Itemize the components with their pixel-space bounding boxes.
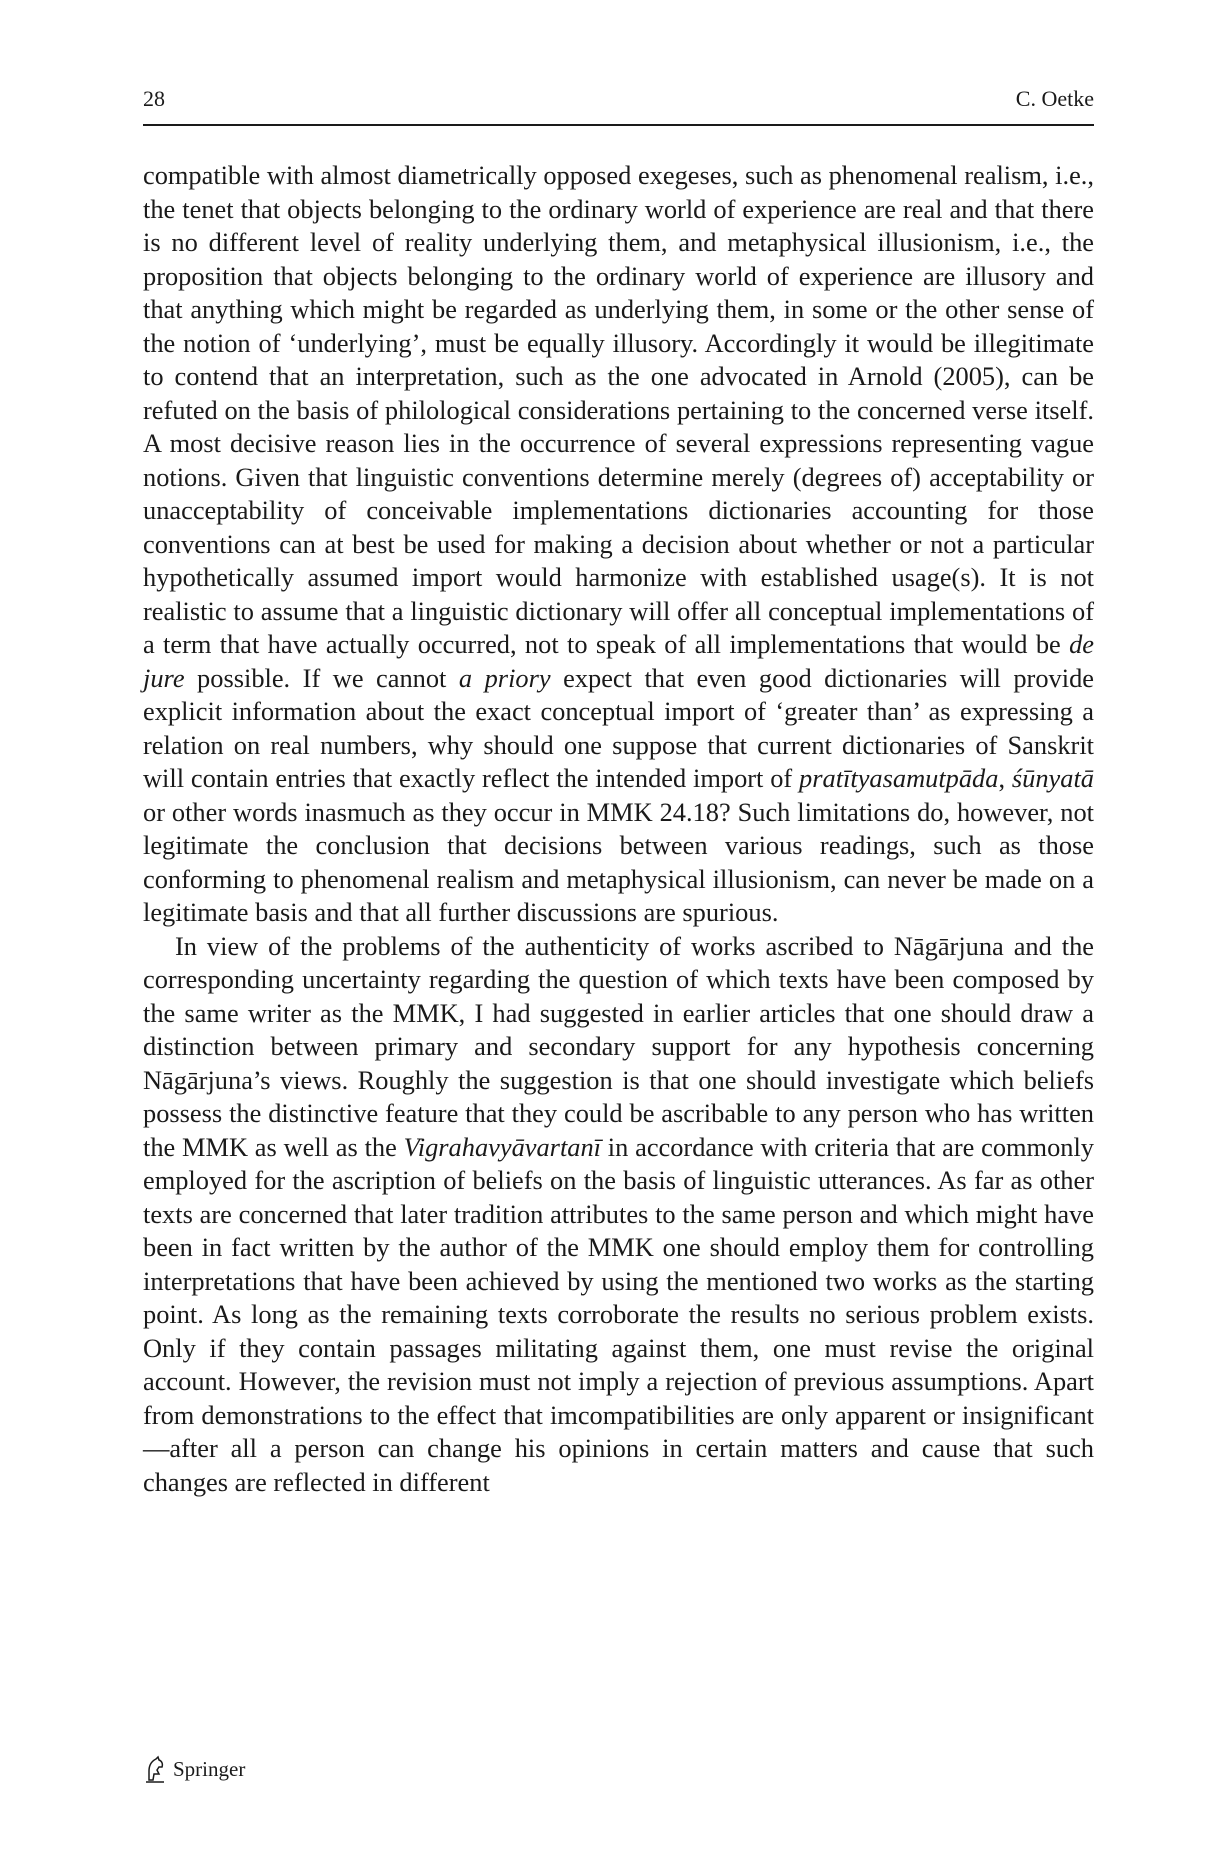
italic-term: śūnyatā xyxy=(1011,763,1094,793)
italic-term: a priory xyxy=(458,662,551,693)
page-footer xyxy=(143,1755,245,1783)
italic-term: Vigrahavyāvartanī xyxy=(403,1131,601,1162)
italic-term: de jure xyxy=(143,629,1094,693)
body-text xyxy=(143,159,1094,1499)
page-number: 28 xyxy=(143,86,165,111)
publisher-name: Springer xyxy=(173,1756,246,1781)
italic-term: pratītyasamutpāda xyxy=(799,763,999,793)
page-header xyxy=(143,86,1094,126)
springer-horse-icon xyxy=(143,1755,167,1783)
running-head: C. Oetke xyxy=(1015,86,1094,111)
paragraph-2: In view of the problems of the authenticity of works ascribed to Nāgārjuna and the corresponding uncertainty regarding the question of which texts have been composed by the same writer as the MMK, I had suggested in earlier articles that one should draw a distinction between primary and secondary support for any hypothesis concerning Nāgārjuna’s views. Roughly the suggestion is that one should investigate which beliefs possess the distinctive feature that they could be ascribable to any person who has written the MMK as well as the Vigrahavyāvartanī in accordance with criteria that are commonly employed for the ascription of beliefs on the basis of linguistic utterances. As far as other texts are concerned that later tradition attributes to the same person and which might have been in fact written by the author of the MMK one should employ them for controlling interpretations that have been achieved by using the mentioned two works as the starting point. As long as the remaining texts corroborate the results no serious problem exists. Only if they contain passages militating against them, one must revise the original account. However, the revision must not imply a rejection of previous assumptions. Apart from demonstrations to the effect that imcompatibilities are only apparent or insignificant—after all a person can change his opinions in certain matters and cause that such changes are reflected in different xyxy=(143,930,1094,1497)
paragraph-1: compatible with almost diametrically opposed exegeses, such as phenomenal realism, i.e., the tenet that objects belonging to the ordinary world of experience are real and that there is no different level of reality underlying them, and metaphysical illusionism, i.e., the proposition that objects belonging to the ordinary world of experience are illusory and that anything which might be regarded as underlying them, in some or the other sense of the notion of ‘underlying’, must be equally illusory. Accordingly it would be illegitimate to contend that an interpretation, such as the one advocated in Arnold (2005), can be refuted on the basis of philological considerations pertaining to the concerned verse itself. A most decisive reason lies in the occurrence of several expressions representing vague notions. Given that linguistic conventions determine merely (degrees of) acceptability or unacceptability of conceivable implementations dictionaries accounting for those conventions can at best be used for making a decision about whether or not a particular hypothetically assumed import would harmonize with established usage(s). It is not realistic to assume that a linguistic dictionary will offer all conceptual implementations of a term that have actually occurred, not to speak of all implementations that would be de jure possible. If we cannot a priory expect that even good dictionaries will provide explicit information about the exact conceptual import of ‘greater than’ as expressing a relation on real numbers, why should one suppose that current dictionaries of Sanskrit will contain entries that exactly reflect the intended import of pratītyasamutpāda, śūnyatā or other words inasmuch as they occur in MMK 24.18? Such limitations do, however, not legitimate the conclusion that decisions between various readings, such as those conforming to phenomenal realism and metaphysical illusionism, can never be made on a legitimate basis and that all further discussions are spurious. xyxy=(143,160,1094,927)
